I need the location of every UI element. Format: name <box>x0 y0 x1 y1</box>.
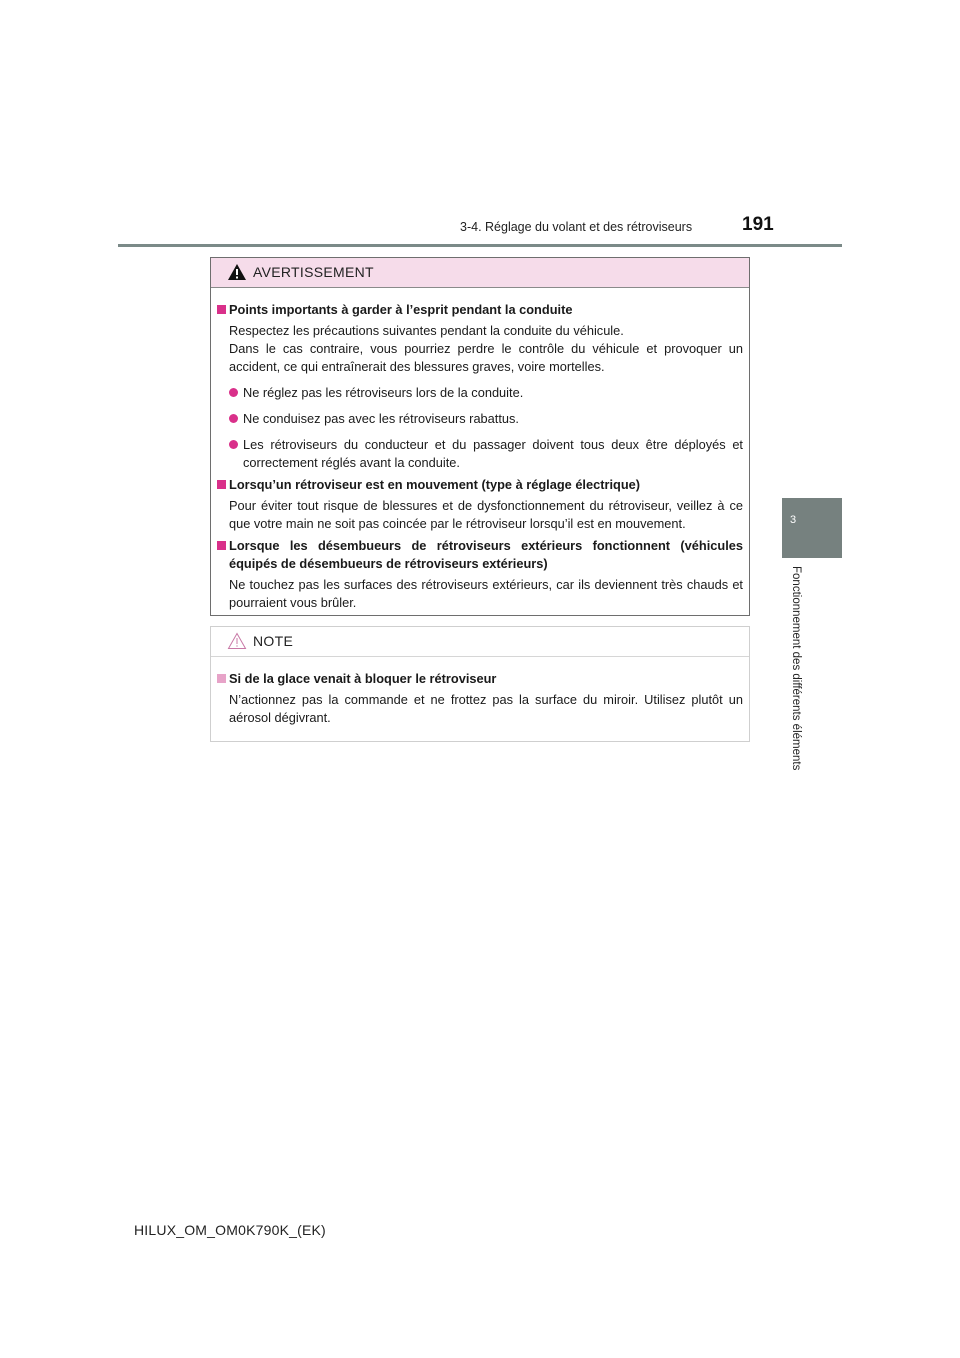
heading-text: Points importants à garder à l’esprit pendant la conduite <box>229 302 573 317</box>
warning-heading-2 <box>217 476 743 494</box>
caution-outline-triangle-icon <box>227 632 247 650</box>
note-header <box>211 627 749 657</box>
warning-triangle-icon <box>227 263 247 281</box>
paragraph: Dans le cas contraire, vous pourriez perdre le contrôle du véhicule et provoquer un accident, ce qui entraînerait des blessures graves, voire mortelles. <box>229 341 743 374</box>
round-bullet-icon <box>229 440 238 449</box>
bullet-item <box>217 436 743 472</box>
section-title: 3-4. Réglage du volant et des rétroviseurs <box>460 220 693 234</box>
note-title: NOTE <box>253 633 294 649</box>
chapter-number: 3 <box>789 514 797 526</box>
chapter-tab <box>782 498 842 558</box>
square-bullet-icon <box>217 541 226 550</box>
square-bullet-icon <box>217 305 226 314</box>
note-box <box>210 626 750 742</box>
bullet-item <box>217 384 743 402</box>
round-bullet-icon <box>229 388 238 397</box>
header-divider <box>118 244 842 247</box>
bullet-text: Les rétroviseurs du conducteur et du passager doivent tous deux être déployés et correctement réglés avant la conduite. <box>243 437 743 470</box>
chapter-title-vertical <box>788 566 802 806</box>
warning-body <box>211 288 749 612</box>
note-heading-1 <box>217 670 743 688</box>
paragraph: Pour éviter tout risque de blessures et de dysfonctionnement du rétroviseur, veillez à ce que votre main ne soit pas coincée par le rétroviseur lorsqu’il est en mouvement. <box>229 498 743 531</box>
heading-text: Si de la glace venait à bloquer le rétroviseur <box>229 671 497 686</box>
page-number: 191 <box>742 214 774 235</box>
note-body <box>211 657 749 727</box>
warning-header <box>211 258 749 288</box>
warning-title: AVERTISSEMENT <box>253 264 374 280</box>
warning-heading-1 <box>217 301 743 319</box>
warning-heading-3 <box>217 537 743 573</box>
bullet-item <box>217 410 743 428</box>
warning-box <box>210 257 750 616</box>
paragraph: Ne touchez pas les surfaces des rétroviseurs extérieurs, car ils deviennent très chauds et pourraient vous brûler. <box>229 577 743 610</box>
chapter-title: Fonctionnement des différents éléments <box>790 566 802 771</box>
bullet-text: Ne réglez pas les rétroviseurs lors de la conduite. <box>243 385 524 400</box>
heading-text: Lorsqu’un rétroviseur est en mouvement (type à réglage électrique) <box>229 477 641 492</box>
heading-text: Lorsque les désembueurs de rétroviseurs extérieurs fonctionnent (véhicules équipés de désembueurs de rétroviseurs extérieurs) <box>229 538 743 571</box>
bullet-text: Ne conduisez pas avec les rétroviseurs rabattus. <box>243 411 519 426</box>
paragraph: N’actionnez pas la commande et ne frottez pas la surface du miroir. Utilisez plutôt un aérosol dégivrant. <box>229 692 743 725</box>
paragraph: Respectez les précautions suivantes pendant la conduite du véhicule. <box>229 323 624 338</box>
round-bullet-icon <box>229 414 238 423</box>
document-code: HILUX_OM_OM0K790K_(EK) <box>134 1222 326 1238</box>
square-bullet-icon <box>217 480 226 489</box>
square-bullet-icon <box>217 674 226 683</box>
